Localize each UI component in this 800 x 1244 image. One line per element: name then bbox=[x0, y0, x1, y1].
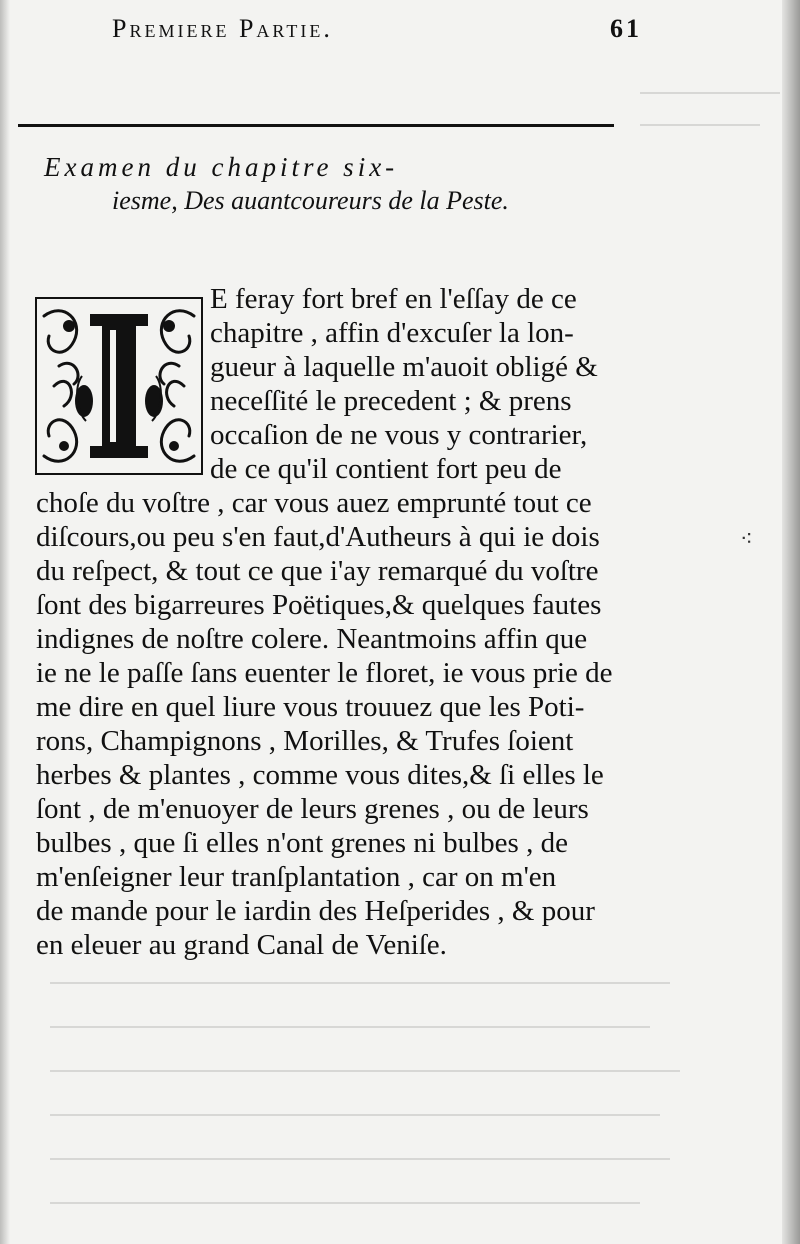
text-line: ſont , de m'enuoyer de leurs grenes , ou de leurs bbox=[36, 793, 589, 825]
text-line: choſe du voſtre , car vous auez emprunté tout ce bbox=[36, 487, 592, 519]
page-header bbox=[112, 14, 642, 48]
decorated-initial bbox=[34, 296, 204, 476]
header-rule bbox=[18, 124, 614, 127]
text-line: E feray fort bref en l'eſſay de ce bbox=[210, 283, 577, 315]
margin-mark: ⁖ bbox=[740, 527, 753, 552]
text-line: de mande pour le iardin des Heſperides , & pour bbox=[36, 895, 595, 927]
text-line: diſcours,ou peu s'en faut,d'Autheurs à qui ie dois bbox=[36, 521, 600, 553]
text-line: en eleuer au grand Canal de Veniſe. bbox=[36, 929, 447, 961]
show-through-top bbox=[640, 50, 790, 140]
page-edge-left bbox=[0, 0, 10, 1244]
text-line: occaſion de ne vous y contrarier, bbox=[210, 419, 588, 451]
text-line: m'enſeigner leur tranſplantation , car on m'en bbox=[36, 861, 557, 893]
text-line: de ce qu'il contient fort peu de bbox=[210, 453, 562, 485]
text-line: ie ne le paſſe ſans euenter le floret, ie vous prie de bbox=[36, 657, 613, 689]
text-line: du reſpect, & tout ce que i'ay remarqué du voſtre bbox=[36, 555, 599, 587]
page-edge-right bbox=[782, 0, 800, 1244]
text-line: bulbes , que ſi elles n'ont grenes ni bulbes , de bbox=[36, 827, 568, 859]
text-line: neceſſité le precedent ; & prens bbox=[210, 385, 572, 417]
text-line: ſont des bigarreures Poëtiques,& quelques fautes bbox=[36, 589, 602, 621]
text-line: chapitre , affin d'excuſer la lon- bbox=[210, 317, 574, 349]
show-through-bottom bbox=[50, 960, 690, 1240]
text-line: indignes de noſtre colere. Neantmoins affin que bbox=[36, 623, 588, 655]
running-head: Premiere Partie. bbox=[112, 14, 333, 43]
ornament-initial-icon bbox=[34, 296, 204, 476]
text-line: herbes & plantes , comme vous dites,& ſi elles le bbox=[36, 759, 604, 791]
text-line: me dire en quel liure vous trouuez que les Poti- bbox=[36, 691, 585, 723]
chapter-subtitle: iesme, Des auantcoureurs de la Peste. bbox=[112, 186, 509, 215]
page-number: 61 bbox=[610, 14, 642, 43]
text-line: rons, Champignons , Morilles, & Trufes ſoient bbox=[36, 725, 574, 757]
text-line: gueur à laquelle m'auoit obligé & bbox=[210, 351, 598, 383]
chapter-title: Examen du chapitre six- bbox=[44, 152, 399, 182]
